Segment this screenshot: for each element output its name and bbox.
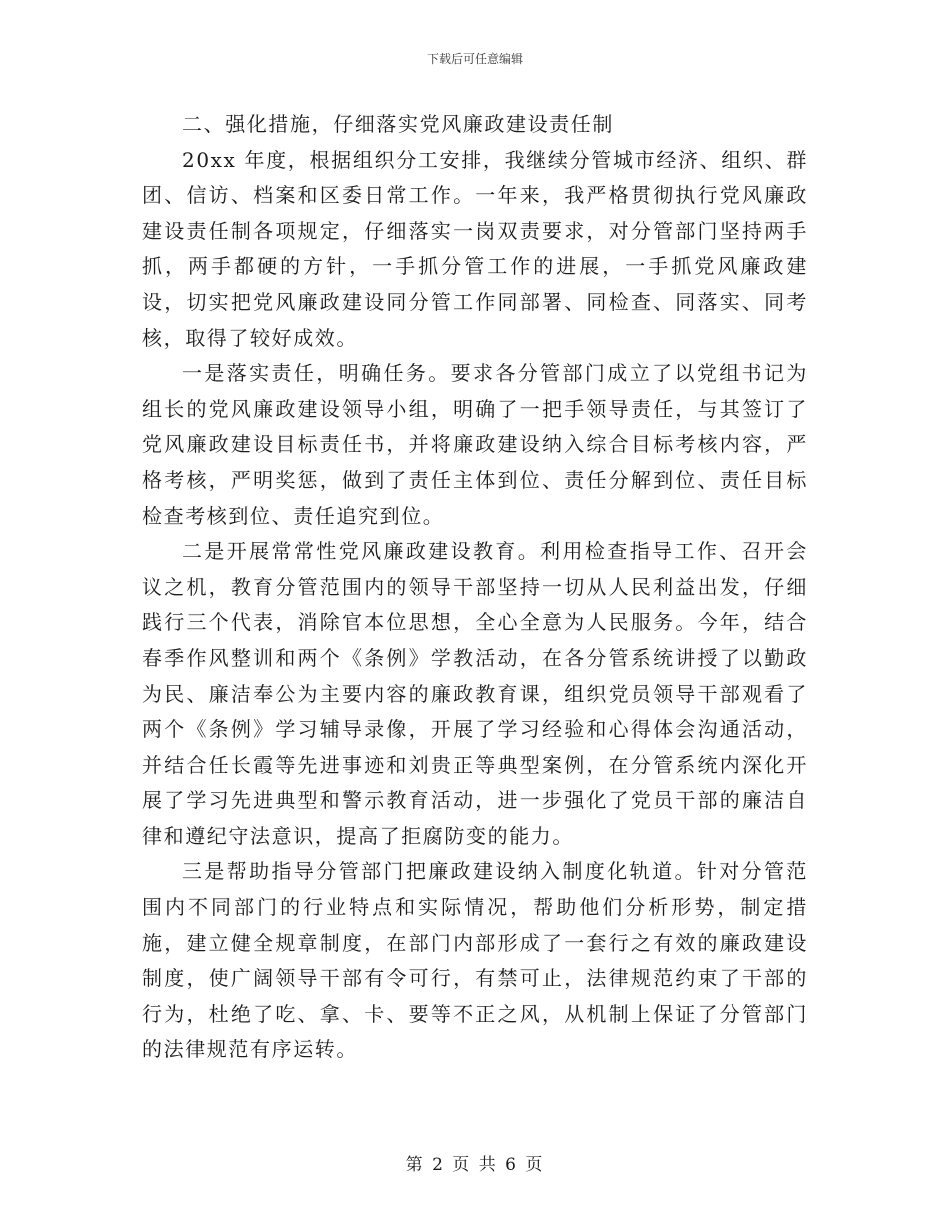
paragraph-institution: 三是帮助指导分管部门把廉政建设纳入制度化轨道。针对分管范围内不同部门的行业特点和实际情况，帮助他们分析形势，制定措施，建立健全规章制度，在部门内部形成了一套行之有效的廉政建设制度，使广阔领导干部有令可行，有禁可止，法律规范约束了干部的行为，杜绝了吃、拿、卡、要等不正之风，从机制上保证了分管部门的法律规范有序运转。 — [142, 859, 808, 1062]
section-heading: 二、强化措施，仔细落实党风廉政建设责任制 — [182, 112, 614, 136]
document-body — [142, 107, 808, 1068]
page-header-note: 下载后可任意编辑 — [426, 52, 523, 66]
paragraph-responsibility: 一是落实责任，明确任务。要求各分管部门成立了以党组书记为组长的党风廉政建设领导小组，明确了一把手领导责任，与其签订了党风廉政建设目标责任书，并将廉政建设纳入综合目标考核内容，严格考核，严明奖惩，做到了责任主体到位、责任分解到位、责任目标检查考核到位、责任追究到位。 — [142, 361, 808, 528]
paragraph-overview: 20xx 年度，根据组织分工安排，我继续分管城市经济、组织、群团、信访、档案和区委日常工作。一年来，我严格贯彻执行党风廉政建设责任制各项规定，仔细落实一岗双责要求，对分管部门坚持两手抓，两手都硬的方针，一手抓分管工作的进展，一手抓党风廉政建设，切实把党风廉政建设同分管工作同部署、同检查、同落实、同考核，取得了较好成效。 — [142, 147, 808, 350]
page-number-footer: 第 2 页 共 6 页 — [405, 1155, 545, 1175]
paragraph-education: 二是开展常常性党风廉政建设教育。利用检查指导工作、召开会议之机，教育分管范围内的领导干部坚持一切从人民利益出发，仔细践行三个代表，消除官本位思想，全心全意为人民服务。今年，结合春季作风整训和两个《条例》学教活动，在各分管系统讲授了以勤政为民、廉洁奉公为主要内容的廉政教育课，组织党员领导干部观看了两个《条例》学习辅导录像，开展了学习经验和心得体会沟通活动，并结合任长霞等先进事迹和刘贵正等典型案例，在分管系统内深化开展了学习先进典型和警示教育活动，进一步强化了党员干部的廉洁自律和遵纪守法意识，提高了拒腐防变的能力。 — [142, 539, 808, 848]
